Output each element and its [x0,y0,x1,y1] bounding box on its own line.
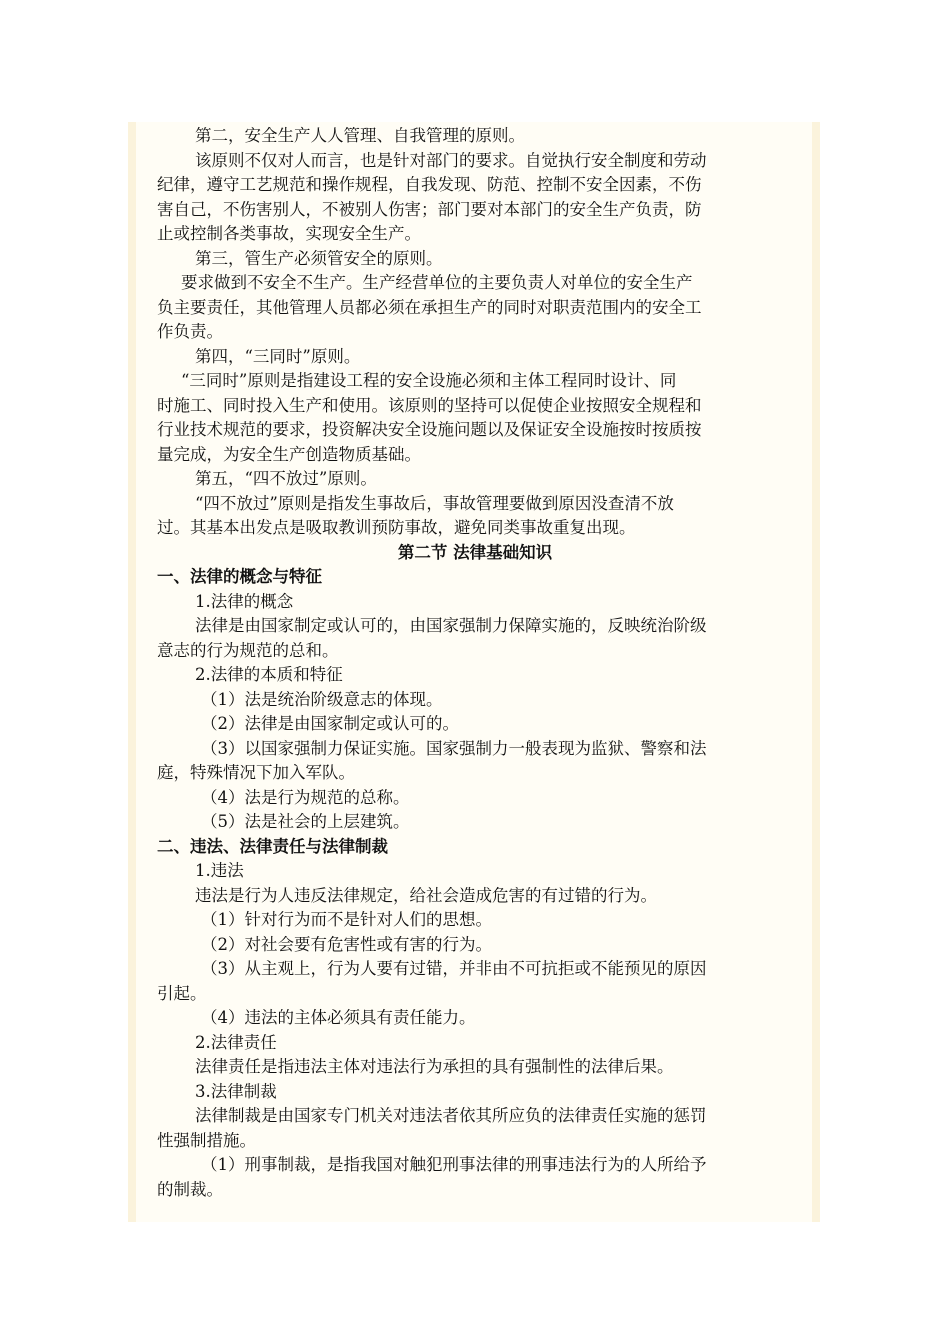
text-line: 1.违法 [195,861,244,880]
text-line: 违法是行为人违反法律规定，给社会造成危害的有过错的行为。 [195,885,657,905]
text-line: 1.法律的概念 [195,591,294,611]
text-line: （2）对社会要有危害性或有害的行为。 [201,934,492,954]
text-line: 的制裁。 [157,1179,223,1199]
text-line: 2.法律责任 [195,1032,277,1052]
text-line: （3）从主观上，行为人要有过错，并非由不可抗拒或不能预见的原因 [201,959,707,978]
text-line: 2.法律的本质和特征 [195,665,343,684]
text-line: 量完成，为安全生产创造物质基础。 [157,444,421,464]
text-line: （5）法是社会的上层建筑。 [201,812,410,831]
text-line: 法律是由国家制定或认可的，由国家强制力保障实施的，反映统治阶级 [195,616,707,635]
text-line: 害自己，不伤害别人，不被别人伤害；部门要对本部门的安全生产负责，防 [157,199,702,219]
text-line: 意志的行为规范的总和。 [157,640,339,660]
text-line: 庭，特殊情况下加入军队。 [157,763,355,782]
text-line: 要求做到不安全不生产。生产经营单位的主要负责人对单位的安全生产 [181,273,693,292]
text-line: 性强制措施。 [157,1130,256,1150]
text-line: （1）针对行为而不是针对人们的思想。 [201,910,492,929]
text-line: 法律责任是指违法主体对违法行为承担的具有强制性的法律后果。 [195,1057,674,1076]
text-line: （2）法律是由国家制定或认可的。 [201,714,459,733]
text-line: 法律制裁是由国家专门机关对违法者依其所应负的法律责任实施的惩罚 [195,1106,707,1125]
text-line: 作负责。 [157,322,223,341]
text-line: （1）法是统治阶级意志的体现。 [201,689,443,709]
text-line: 引起。 [157,983,207,1003]
text-line: （4）违法的主体必须具有责任能力。 [201,1008,476,1027]
page-edge-left [128,122,136,1222]
text-line: 负主要责任，其他管理人员都必须在承担生产的同时对职责范围内的安全工 [157,297,702,317]
heading-line: 二、违法、法律责任与法律制裁 [157,836,388,856]
text-line: 第五，“四不放过”原则。 [195,469,377,488]
text-line: 第三，管生产必须管安全的原则。 [195,248,443,268]
text-line: 行业技术规范的要求，投资解决安全设施问题以及保证安全设施按时按质按 [157,420,702,439]
heading-line: 第二节 法律基础知识 [397,542,553,562]
page-edge-right [812,122,820,1222]
text-line: （3）以国家强制力保证实施。国家强制力一般表现为监狱、警察和法 [201,738,707,758]
text-line: （1）刑事制裁，是指我国对触犯刑事法律的刑事违法行为的人所给予 [201,1155,707,1174]
text-line: “三同时”原则是指建设工程的安全设施必须和主体工程同时设计、同 [181,371,677,390]
text-line: 3.法律制裁 [195,1081,277,1101]
text-line: 纪律，遵守工艺规范和操作规程，自我发现、防范、控制不安全因素，不伤 [157,175,702,194]
heading-line: 一、法律的概念与特征 [157,567,322,586]
text-line: 过。其基本出发点是吸取教训预防事故，避免同类事故重复出现。 [157,518,636,537]
text-line: （4）法是行为规范的总称。 [201,787,410,807]
document-body [157,124,793,1202]
text-line: 该原则不仅对人而言，也是针对部门的要求。自觉执行安全制度和劳动 [195,150,707,170]
text-line: 第四，“三同时”原则。 [195,346,361,366]
text-line: 时施工、同时投入生产和使用。该原则的坚持可以促使企业按照安全规程和 [157,395,702,415]
text-line: 第二，安全生产人人管理、自我管理的原则。 [195,126,525,145]
text-line: 止或控制各类事故，实现安全生产。 [157,224,421,243]
text-line: “四不放过”原则是指发生事故后，事故管理要做到原因没查清不放 [195,493,674,513]
